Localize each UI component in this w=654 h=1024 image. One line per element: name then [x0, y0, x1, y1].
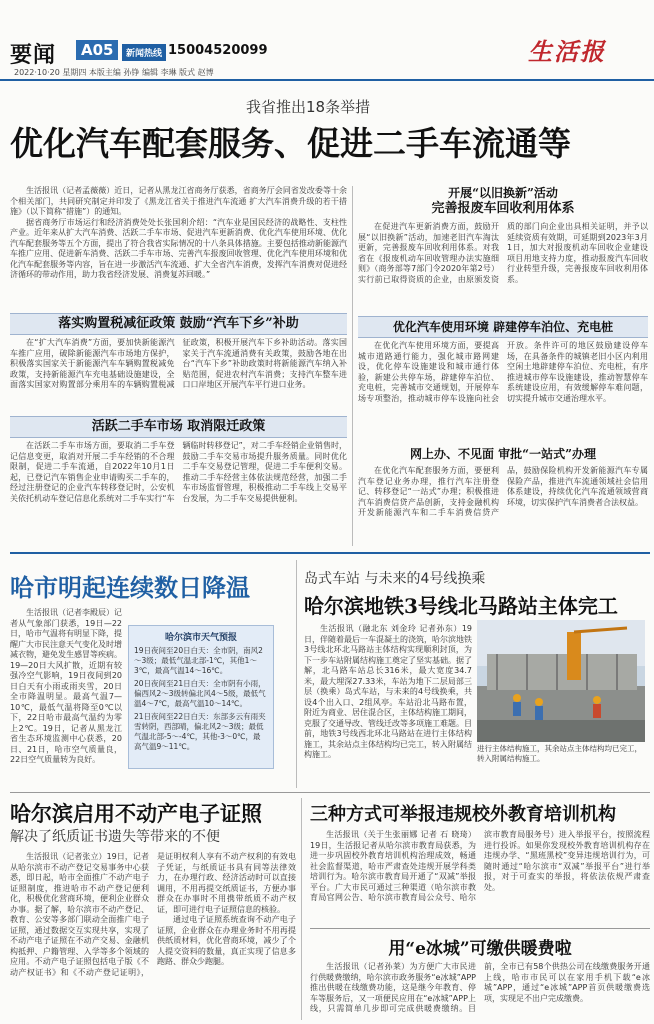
education-para: 生活报讯（关于生张丽娜 记者 石 晓琦）19日，生活报记者从哈尔滨市教育局获悉，为进一步巩固校外教育培训机构治理成效，畅通社会监督渠道，哈市严肃查处违规开展学科类培训行为。哈尔滨市教育局开通了“双减”举报平台。广大市民可通过三种渠道（哈尔滨市教育局官网公告、哈尔滨市教育局公众号、哈尔滨市教育局服务号）进入举报平台，按照流程进行投诉。如果你发现校外教育培训机构存在违规办学、“黑班黑校”变异违规培训行为，可随时通过“哈尔滨市“双减”举报平台”进行举报，对于可查实的举报，将依法依规严肃查处。: [310, 830, 650, 902]
column-divider: [352, 186, 353, 546]
page-number: A05: [76, 40, 118, 60]
forecast-item: 19日夜间至20日白天：全市阴，南风2～3级；最低气温北部-1℃，其他1～3℃，最高气温14～16℃。: [134, 646, 263, 675]
section-text-trade-in: [358, 222, 648, 308]
section-title-online: 网上办、不见面 审批“一站式”办理: [410, 447, 596, 461]
property-subhead: 解决了纸质证书遗失等带来的不便: [10, 829, 220, 845]
section-title-line: 开展“以旧换新”活动: [448, 186, 558, 200]
lead-intro-para: 生活报讯（记者孟薇薇）近日，记者从黑龙江省商务厅获悉，省商务厅会同省发改委等十余个相关部门，共同研究制定并印发了《黑龙江省关于推进汽车流通 扩大汽车消费升级的若干措施》（以下简称“措施”）的通知。: [10, 186, 347, 216]
hotline-tag: 新闻热线: [122, 44, 166, 61]
heating-headline: 用“e冰城”可缴供暖费啦: [388, 939, 572, 959]
metro-text: [304, 624, 472, 784]
section-para: 在优化汽车配套服务方面，要便利汽车登记业务办理，推行汽车注册登记、转移登记“一站式”办理；积极推进汽车消费信贷产品创新，支持金融机构开发新能源汽车和二手车消费信贷产品，鼓励保险机构开发新能源汽车专属保险产品，推进汽车流通领域社会信用体系建设，持续优化汽车流通领域营商环境，切实保护汽车消费者合法权益。: [358, 466, 648, 517]
heating-para: 生活报讯（记者孙莱）为方便广大市民进行供暖费缴纳，哈尔滨市政务服务“e冰城”APP推出供暖在线缴费功能，这是继今年教育、停车等服务后，又一项便民应用在“e冰城”APP上线，只需简单几步即可完成供暖费缴纳。目前，全市已有58个供热公司在线缴费服务开通上线，哈市市民可以在家用手机下载“e冰城”APP，通过“e冰城”APP首页供暖缴费选项，实现足不出户完成缴费。: [310, 962, 650, 1013]
section-name: 要闻: [10, 42, 57, 68]
forecast-box: [128, 625, 274, 769]
header-rule: [0, 79, 654, 81]
forecast-item: 20日夜间至21日白天：全市阴有小雨，偏西风2～3级转偏北风4～5级，最低气温4～7℃，最高气温10～14℃。: [134, 679, 266, 708]
section-title-trade-in: [358, 186, 648, 216]
metro-para: 生活报讯（融北东 刘金玲 记者孙东）19日，伴随着最后一车混凝土的浇筑，哈尔滨地铁3号线北环北马路站主体结构实现顺利封顶，为下一步车站附属结构施工奠定了坚实基础。据了解，北马路车站总长316米，最大宽度34.7米，最大埋深27.33米，车站为地下二层局部三层（换乘）岛式车站，与未来的4号线换乘，共设4个出入口、2组风亭。车站沿北马路布置，附近为商业、居住混合区，主体结构施工期间，克服了交通导改、管线迁改等多项施工难题。目前，地铁3号线西北环北马路站在进行主体结构施工，其余站点主体结构均已完工，转入附属结构施工。: [304, 624, 472, 759]
forecast-item: 21日夜间至22日白天：东部多云有雨夹雪转阴，西部晴，偏北风2～3级；最低气温北部-5～-4℃，其他-3～0℃，最高气温9～11℃。: [134, 712, 266, 751]
middle-rule: [10, 792, 650, 793]
property-para: 通过电子证照系统查询不动产电子证照，企业群众在办理业务时不用再提供纸质材料，优化营商环境，减少了个人提交资料的数量，真正实现了信息多跑路、群众少跑腿。: [157, 915, 296, 966]
heating-text: [310, 962, 650, 1020]
education-text: [310, 830, 650, 922]
weather-para: 生活报讯（记者李殿辰）记者从气象部门获悉，19日—22日，哈市气温将有明显下降，提醒广大市民注意天气变化及时增减衣物，避免发生感冒等疾病。19—20日大风扩散，近期有较强冷空气影响，19日夜间到20日白天有小雨或雨夹雪，20日全市降温明显。最高气温7—10℃，最低气温将降至0℃以下，22日哈市最高气温约为零上2℃。19日，记者从黑龙江省生态环境监测中心获悉，20日、21日，哈市空气质量良，22日空气质量转为良好。: [10, 608, 122, 764]
forecast-title: 哈尔滨市天气预报: [164, 633, 237, 643]
section-title-parking: 优化汽车使用环境 辟建停车泊位、充电桩: [358, 316, 648, 338]
newspaper-logo: 生活报: [528, 37, 606, 66]
lead-intro-para: 据省商务厅市场运行和经济消费处处长张国利介绍：“汽车业是国民经济的战略性、支柱性产业。近年来从扩大汽车消费、活跃二手车市场、促进汽车更新消费、优化汽车使用环境、优化汽车配套服务等五个方面，提出了符合我省实际情况的十八条具体措施。主要包括推动新能源汽车推广应用、促进新车消费、活跃二手车市场、完善汽车报废回收管理、优化汽车使用环境和优化汽车配套服务等内容，旨在进一步激活汽车流通、扩大全省汽车消费，发挥汽车消费对促进经济循环的带动作用，助力我省经济发展、消费复苏回暖。”: [10, 217, 347, 279]
section-para: 在优化汽车使用环境方面，要提高城市道路通行能力，强化城市路网建设，优化停车设施建设和城市通行体验，新建公共停车场，辟建停车泊位、充电桩，完善城市交通规划，开展停车场专项整治，推动城市停车设施向社会开放。条件许可的地区鼓励建设停车场，在具备条件的城镇老旧小区内利用空闲土地辟建停车泊位、充电桩，有序推进城市停车设施建设，推动智慧停车系统建设应用，有效缓解停车难问题，切实提升城市交通治理水平。: [358, 341, 648, 403]
lead-kicker: 我省推出18条举措: [246, 98, 371, 116]
construction-site-image: [477, 620, 645, 742]
weather-headline: 哈市明起连续数日降温: [10, 573, 250, 602]
section-text-parking: [358, 341, 648, 437]
hotline-number: 15004520099: [168, 43, 268, 58]
column-divider: [296, 560, 297, 788]
property-headline: 哈尔滨启用不动产电子证照: [10, 801, 262, 826]
section-para: 在“扩大汽车消费”方面，要加快新能源汽车推广应用，破除新能源汽车市场地方保护，积极落实国家关于新能源汽车车辆购置税减免政策，支持新能源汽车充电基础设施建设，全面落实国家对购置部分乘用车的车辆购置税减征政策，积极开展汽车下乡补助活动。落实国家关于汽车流通消费有关政策，鼓励各地在出台“汽车下乡”补助政策时将新能源汽车纳入补贴范围，促进农村汽车消费；支持汽车整车进口口岸地区开展汽车平行进口业务。: [10, 338, 347, 389]
education-headline: 三种方式可举报违规校外教育培训机构: [310, 804, 616, 825]
section-title-used-car: 活跃二手车市场 取消限迁政策: [10, 416, 347, 438]
education-bottom-rule: [310, 928, 650, 929]
weather-text: [10, 608, 122, 786]
section-title-line: 完善报废车回收利用体系: [431, 201, 575, 216]
section-text-used-car: [10, 441, 347, 544]
property-para: 生活报讯（记者张立）19日，记者从哈尔滨市不动产登记交易事务中心获悉，即日起，哈市全面推广不动产电子证照制度，推进哈市不动产登记便利化，积极优化营商环境，便利企业群众办事。据了解，哈尔滨市不动产登记、教育、公安等多部门联动全面推广电子证照，通过数据交互实现共享，实现了不动产电子证照在不动产交易、金融机构抵押、户籍管理、入学等多个领域的应用。不动产电子证照包括电子版《不动产权证书》和《不动产登记证明》，是证明权利人享有不动产权利的有效电子凭证，与纸质证书具有同等法律效力，在办理行政、经济活动时可以直接调用，不用再提交纸质证书，方便办事群众在办事时不用携带纸质不动产权证，即可进行电子证照信息的核验。: [10, 852, 296, 977]
dateline: 2022·10·20 星期四 本版主编 孙铮 编辑 李琳 版式 赵博: [14, 68, 214, 77]
lead-bottom-rule: [10, 552, 650, 554]
column-divider: [301, 798, 302, 1020]
metro-kicker: 岛式车站 与未来的4号线换乘: [304, 571, 486, 587]
section-text-online: [358, 466, 648, 544]
section-title-tax: 落实购置税减征政策 鼓励“汽车下乡”补助: [10, 313, 347, 335]
section-text-tax: [10, 338, 347, 410]
property-text: [10, 852, 296, 1018]
photo-caption: 进行主体结构施工，其余站点主体结构均已完工，转入附属结构施工。: [477, 744, 642, 763]
metro-construction-photo: [477, 620, 645, 742]
section-para: 在活跃二手车市场方面，要取消二手车登记信息变更，取消对开展二手车经销的不合理限制，促进二手车流通，自2022年10月1日起，已登记汽车销售企业申请购买二手车的，经过注册登记的企业汽车转移登记时，公安机关依托机动车登记信息化系统对二手车实行“车辆临时转移登记”，对二手车经销企业销售时，鼓励二手车交易市场提升服务质量。同时优化二手车交易登记管理，促进二手车便利交易。推动二手车经营主体依法规范经营，加强二手车市场监督管理，积极推动二手车线上交易平台发展，为二手车交易提供便利。: [10, 441, 347, 503]
metro-headline: 哈尔滨地铁3号线北马路站主体完工: [304, 594, 618, 618]
weather-text-top: [128, 608, 272, 622]
lead-intro: [10, 186, 347, 306]
section-para: 在促进汽车更新消费方面，鼓励开展“以旧换新”活动，加速老旧汽车淘汰更新，完善报废车回收利用体系。对我省在《报废机动车回收管理办法实施细则》（商务部等7部门令2020年第2号）实行前已取得资质的企业，由原颁发资质的部门向企业出具相关证明，并予以延续资质有效期，可延期到2023年3月1日，加大对报废机动车回收企业建设项目用地支持力度，推动报废汽车回收行业转型升级，完善报废车回收利用体系。: [358, 222, 648, 284]
lead-headline: 优化汽车配套服务、促进二手车流通等: [10, 124, 571, 163]
